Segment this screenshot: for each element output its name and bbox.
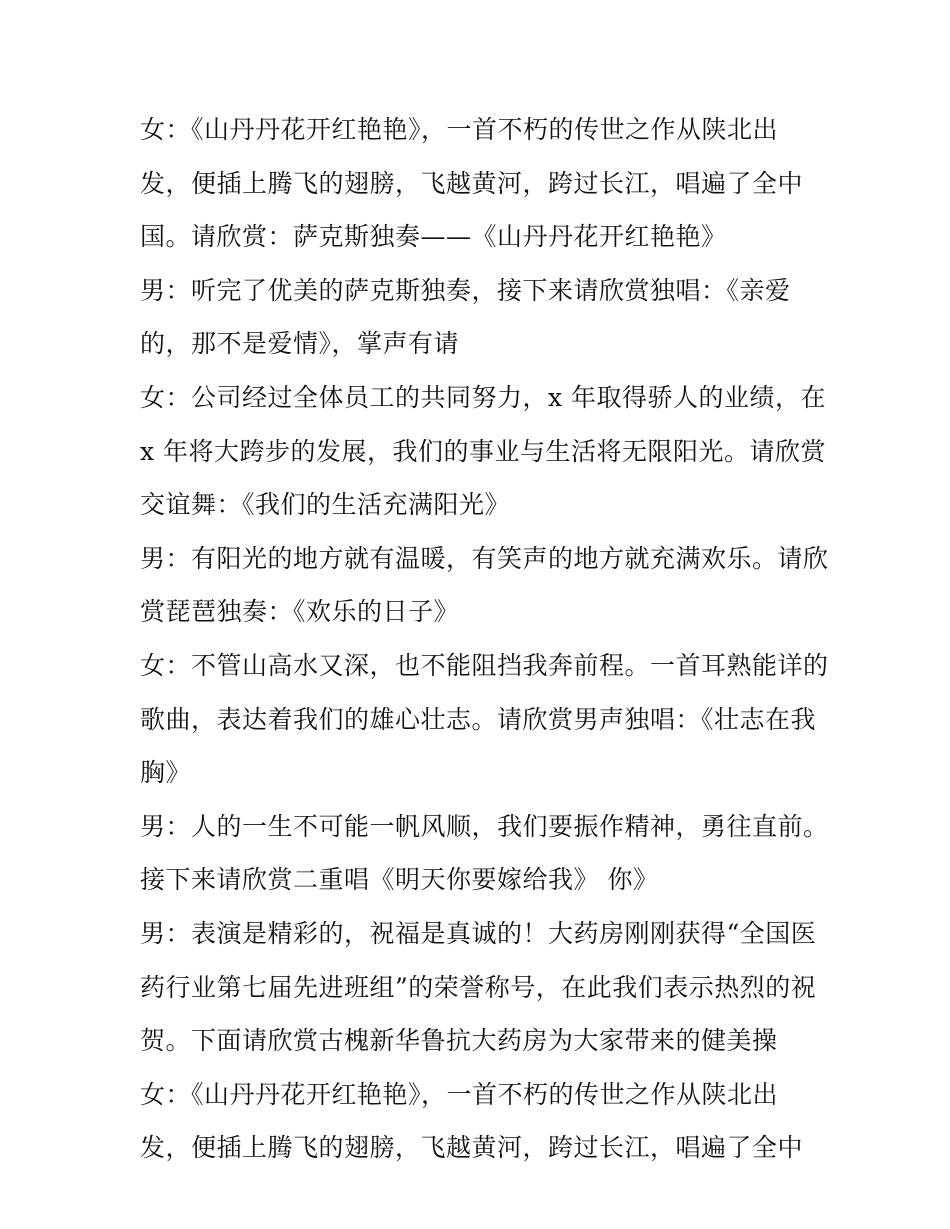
text-line: 女：《山丹丹花开红艳艳》，一首不朽的传世之作从陕北出 xyxy=(140,1079,779,1109)
text-line: 男：听完了优美的萨克斯独奏，接下来请欣赏独唱：《亲爱 xyxy=(140,275,791,305)
text-line: 男：有阳光的地方就有温暖，有笑声的地方就充满欢乐。请欣 xyxy=(140,543,829,573)
text-line: 女：不管山高水又深，也不能阻挡我奔前程。一首耳熟能详的 xyxy=(140,650,829,680)
text-line: 发，便插上腾飞的翅膀，飞越黄河，跨过长江，唱遍了全中 xyxy=(140,168,804,198)
text-line: 的，那不是爱情》，掌声有请 xyxy=(140,329,460,359)
text-line: x 年将大跨步的发展，我们的事业与生活将无限阳光。请欣赏 xyxy=(140,436,827,466)
text-line: 胸》 xyxy=(140,758,192,788)
text-line: 女：《山丹丹花开红艳艳》，一首不朽的传世之作从陕北出 xyxy=(140,115,779,144)
text-line: 药行业第七届先进班组”的荣誉称号，在此我们表示热烈的祝 xyxy=(140,972,817,1002)
text-line: 发，便插上腾飞的翅膀，飞越黄河，跨过长江，唱遍了全中 xyxy=(140,1133,804,1163)
script-text-block xyxy=(140,103,840,1175)
text-line: 男：人的一生不可能一帆风顺，我们要振作精神，勇往直前。 xyxy=(140,811,829,841)
text-line: 交谊舞：《我们的生活充满阳光》 xyxy=(140,490,511,520)
text-line: 贺。下面请欣赏古槐新华鲁抗大药房为大家带来的健美操 xyxy=(140,1026,778,1056)
text-line: 男：表演是精彩的，祝福是真诚的！大药房刚刚获得“全国医 xyxy=(140,918,817,948)
text-line: 接下来请欣赏二重唱《明天你要嫁给我》 你》 xyxy=(140,865,659,895)
text-line: 赏琵琶独奏：《欢乐的日子》 xyxy=(140,597,460,627)
text-line: 歌曲，表达着我们的雄心壮志。请欣赏男声独唱：《壮志在我 xyxy=(140,704,817,734)
text-line: 国。请欣赏：萨克斯独奏——《山丹丹花开红艳艳》 xyxy=(140,222,727,252)
text-line: 女：公司经过全体员工的共同努力，x 年取得骄人的业绩，在 xyxy=(140,382,827,412)
